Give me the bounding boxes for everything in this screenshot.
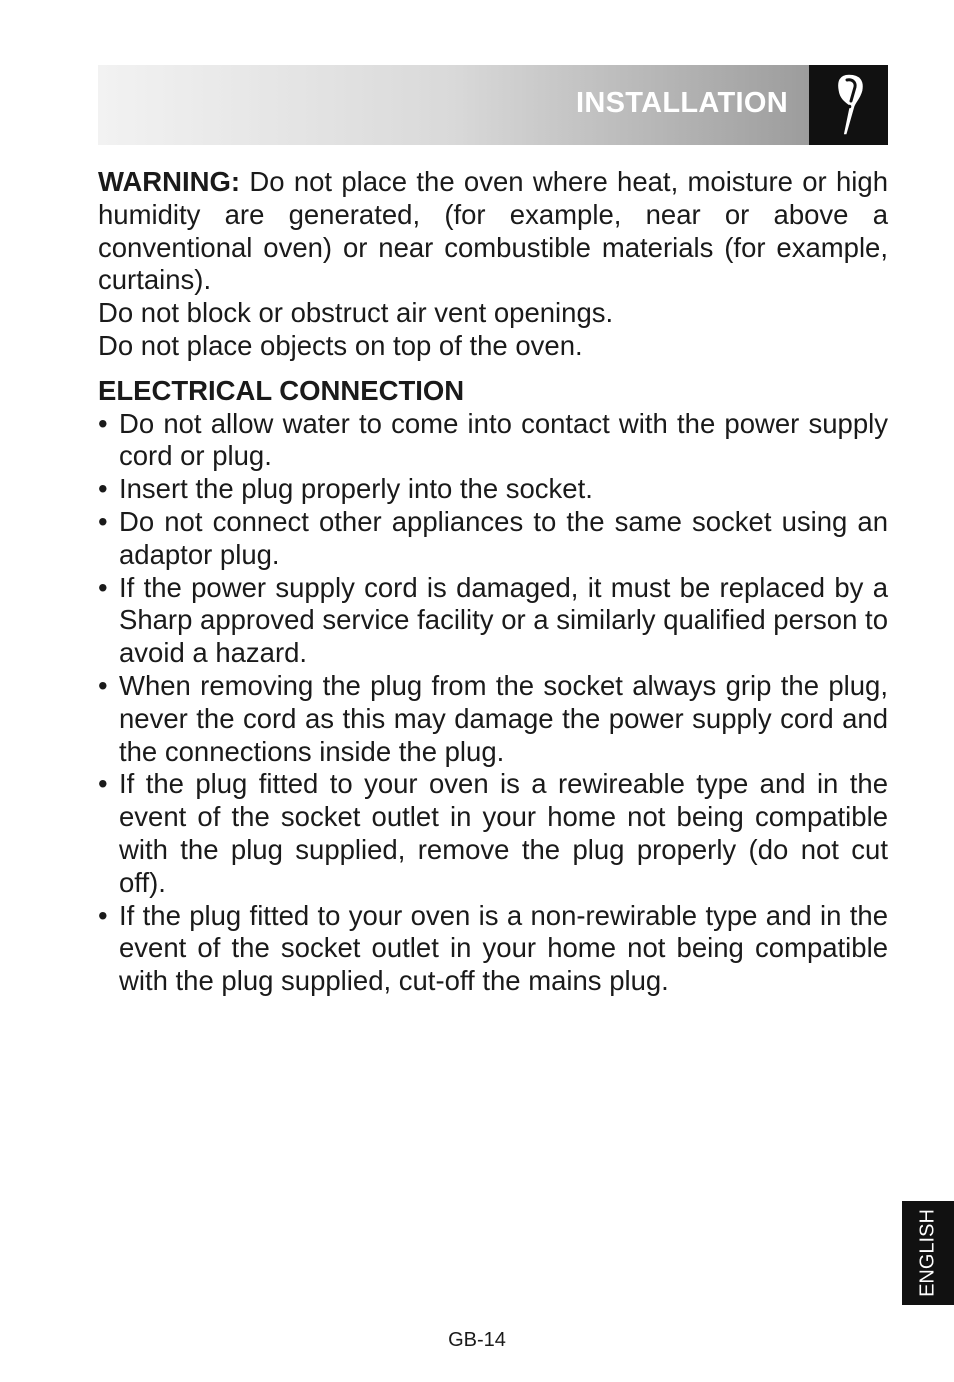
- section-header: [98, 65, 888, 145]
- warning-label: WARNING:: [98, 166, 241, 197]
- list-item: • Do not allow water to come into contact with the power supply cord or plug.: [98, 408, 888, 474]
- list-item: • Do not connect other appliances to the same socket using an adaptor plug.: [98, 506, 888, 572]
- language-tab: [902, 1201, 954, 1305]
- page-number: GB-14: [448, 1329, 506, 1351]
- section-title: INSTALLATION: [576, 87, 788, 119]
- electrical-connection-heading: ELECTRICAL CONNECTION: [98, 374, 465, 406]
- main-content: [98, 166, 888, 998]
- warning-text: Do not place the oven where heat, moisture or high humidity are generated, (for example, near or above a conventional oven) or near combustible materials (for example, curtains).: [98, 166, 888, 296]
- language-label: ENGLISH: [916, 1209, 939, 1297]
- list-item: • If the plug fitted to your oven is a non-rewirable type and in the event of the socket outlet in your home not being compatible with the plug supplied, cut-off the mains plug.: [98, 900, 888, 998]
- header-icon-box: [809, 65, 888, 145]
- note-top-objects: Do not place objects on top of the oven.: [98, 329, 583, 361]
- warning-paragraph: [98, 166, 888, 297]
- list-item: • If the power supply cord is damaged, it must be replaced by a Sharp approved service facility or a similarly qualified person to avoid a hazard.: [98, 572, 888, 670]
- list-item: • When removing the plug from the socket always grip the plug, never the cord as this may damage the power supply cord and the connections inside the plug.: [98, 670, 888, 768]
- warning-exclamation-icon: [825, 71, 873, 139]
- note-vents: Do not block or obstruct air vent openings.: [98, 297, 614, 329]
- electrical-connection-list: [98, 408, 888, 998]
- list-item: • Insert the plug properly into the socket.: [98, 473, 888, 506]
- list-item: • If the plug fitted to your oven is a rewireable type and in the event of the socket outlet in your home not being compatible with the plug supplied, remove the plug properly (do not cut off).: [98, 768, 888, 899]
